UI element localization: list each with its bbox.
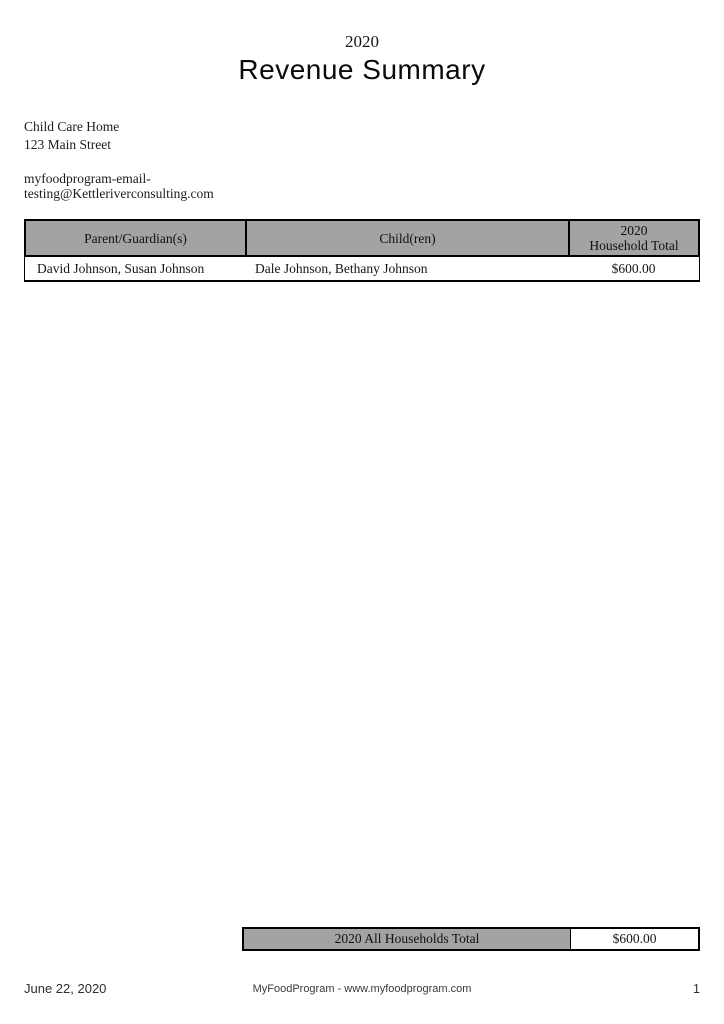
report-title-block bbox=[0, 32, 724, 86]
cell-children: Dale Johnson, Bethany Johnson bbox=[255, 260, 428, 276]
column-header-parent-guardians: Parent/Guardian(s) bbox=[26, 221, 247, 255]
page-footer bbox=[0, 981, 724, 1001]
table-row bbox=[24, 257, 700, 282]
page-title: Revenue Summary bbox=[238, 54, 486, 85]
provider-address: 123 Main Street bbox=[24, 137, 111, 152]
provider-email-line2: testing@Kettleriverconsulting.com bbox=[24, 186, 214, 201]
column-header-household-total-year: 2020 bbox=[620, 223, 648, 238]
table-header-row bbox=[24, 219, 700, 257]
column-header-children: Child(ren) bbox=[247, 221, 570, 255]
cell-parent-guardians: David Johnson, Susan Johnson bbox=[37, 260, 205, 276]
column-header-household-total-label: Household Total bbox=[589, 238, 679, 253]
revenue-summary-table bbox=[24, 219, 700, 282]
provider-info-block bbox=[24, 118, 254, 201]
cell-household-total: $600.00 bbox=[611, 260, 656, 276]
all-households-total-value: $600.00 bbox=[570, 929, 698, 949]
footer-page-number: 1 bbox=[693, 982, 700, 996]
provider-email-line1: myfoodprogram-email- bbox=[24, 171, 151, 186]
column-header-household-total bbox=[570, 221, 698, 255]
provider-email bbox=[24, 171, 254, 201]
footer-date: June 22, 2020 bbox=[24, 981, 107, 996]
provider-name: Child Care Home bbox=[24, 119, 120, 134]
all-households-total-label: 2020 All Households Total bbox=[244, 929, 570, 949]
report-year: 2020 bbox=[345, 32, 379, 51]
all-households-total-bar bbox=[242, 927, 700, 951]
footer-branding: MyFoodProgram - www.myfoodprogram.com bbox=[252, 983, 472, 995]
